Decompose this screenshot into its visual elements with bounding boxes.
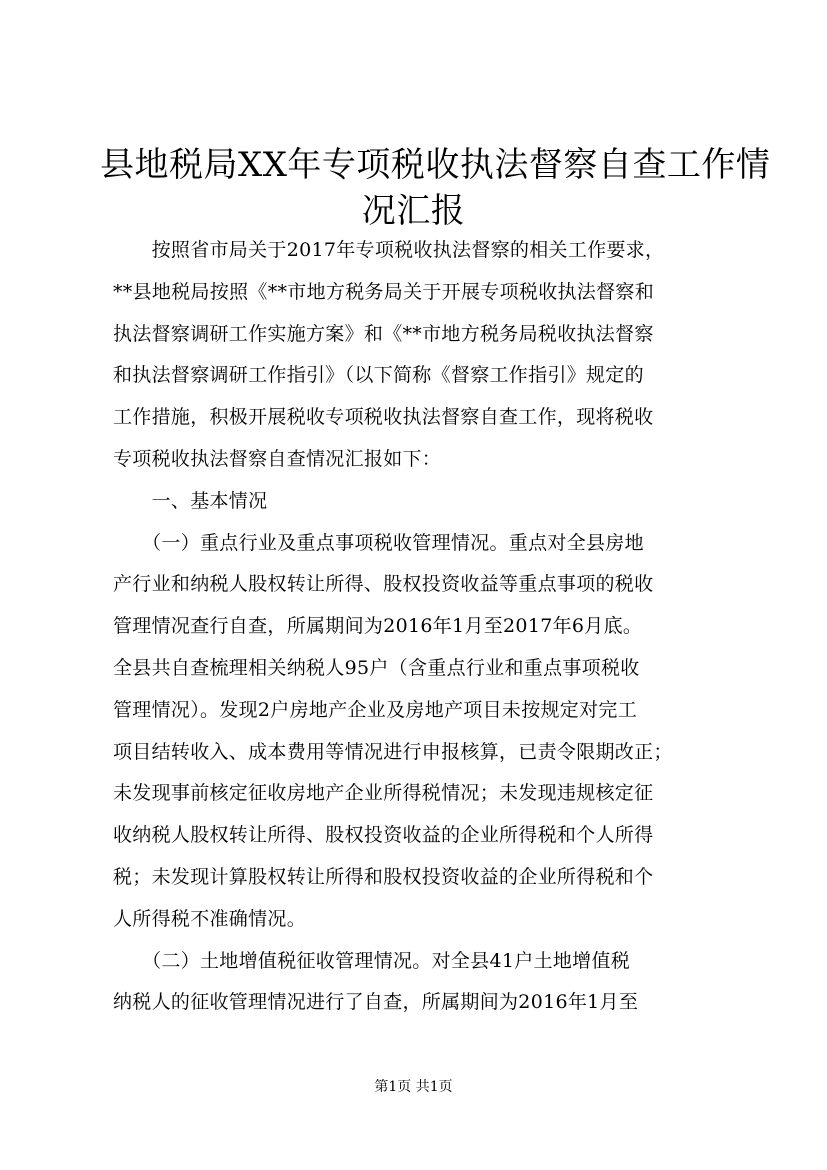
body-line: 管理情况）。发现2户房地产企业及房地产项目未按规定对完工 [113, 698, 637, 721]
section-heading: 一、基本情况 [113, 489, 268, 512]
body-line: （二）土地增值税征收管理情况。对全县41户土地增值税 [113, 949, 631, 972]
body-line: （一）重点行业及重点事项税收管理情况。重点对全县房地 [113, 531, 644, 554]
body-line: 产行业和纳税人股权转让所得、股权投资收益等重点事项的税收 [113, 573, 654, 596]
body-line: 专项税收执法督察自查情况汇报如下： [113, 447, 442, 470]
body-line: 按照省市局关于2017年专项税收执法督察的相关工作要求， [113, 239, 665, 261]
body-line: 纳税人的征收管理情况进行了自查，所属期间为2016年1月至 [113, 991, 639, 1014]
body-line: 收纳税人股权转让所得、股权投资收益的企业所得税和个人所得 [113, 824, 654, 847]
body-line: 工作措施，积极开展税收专项税收执法督察自查工作，现将税收 [113, 406, 654, 429]
body-line: 执法督察调研工作实施方案》和《**市地方税务局税收执法督察 [113, 322, 654, 345]
body-line: 和执法督察调研工作指引》（以下简称《督察工作指引》规定的 [113, 364, 644, 387]
title-line-1: 县地税局XX年专项税收执法督察自查工作情 [100, 145, 771, 185]
body-line: 人所得税不准确情况。 [113, 907, 307, 930]
body-line: 管理情况查行自查，所属期间为2016年1月至2017年6月底。 [113, 615, 643, 638]
body-line: 项目结转收入、成本费用等情况进行申报核算，已责令限期改正； [113, 740, 673, 763]
title-line-2: 况汇报 [361, 191, 466, 231]
body-line: 税；未发现计算股权转让所得和股权投资收益的企业所得税和个 [113, 865, 654, 888]
document-body [113, 230, 727, 1024]
body-line: 未发现事前核定征收房地产企业所得税情况；未发现违规核定征 [113, 782, 654, 805]
document-title [100, 142, 771, 234]
page-footer: 第1页 共1页 [374, 1079, 453, 1095]
body-line: 全县共自查梳理相关纳税人95户（含重点行业和重点事项税收 [113, 656, 640, 679]
body-line: **县地税局按照《**市地方税务局关于开展专项税收执法督察和 [113, 280, 655, 303]
